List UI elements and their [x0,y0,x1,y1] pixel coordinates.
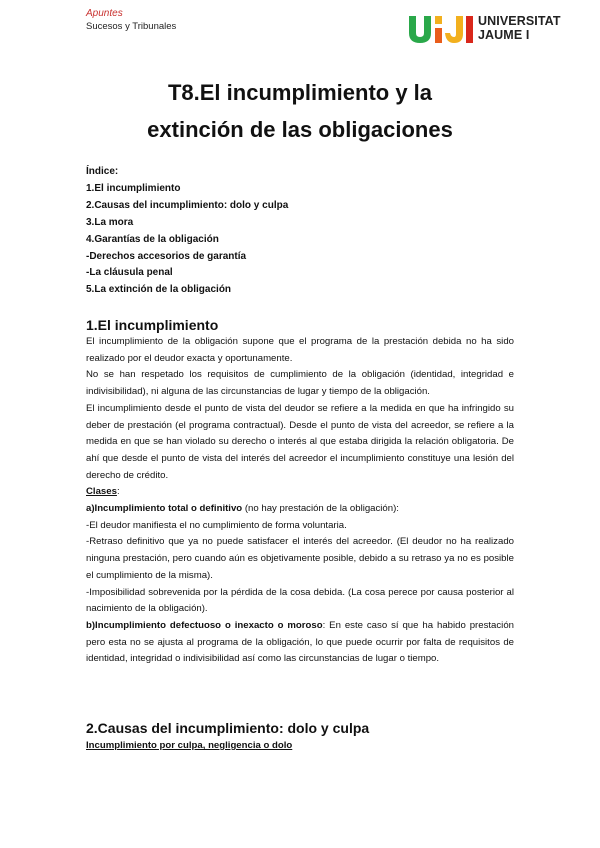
page-header [86,7,176,33]
class-a [86,501,514,518]
section1-body [86,334,514,668]
toc-item: 5.La extinción de la obligación [86,284,232,296]
logo-line1: UNIVERSITAT [478,14,561,28]
logo-line2: JAUME I [478,28,530,42]
class-a-rest: (no hay prestación de la obligación): [242,503,399,515]
bullet: -Retraso definitivo que ya no puede satisfacer el interés del acreedor. (El deudor no ha realizado ninguna prestación, pero cuando aún es objetivamente posible, debido a su retraso ya no es posible el cumplimiento de la misma). [86,536,514,581]
clases-label: Clases [86,486,117,498]
table-of-contents [86,164,288,299]
clases-line [86,484,514,501]
class-a-title: a)Incumplimiento total o definitivo [86,503,243,515]
toc-item: -Derechos accesorios de garantía [86,250,247,262]
university-logo [409,14,579,44]
toc-item: 4.Garantías de la obligación [86,233,219,245]
uji-logo-icon [409,14,473,44]
header-subject: Sucesos y Tribunales [86,21,177,32]
bullet: -Imposibilidad sobrevenida por la pérdida de la cosa debida. (La cosa perece por causa posterior al nacimiento de la obligación). [86,586,514,615]
title-line1: T8.El incumplimiento y la [167,80,433,105]
toc-item: 1.El incumplimiento [86,182,181,194]
section2-subheading: Incumplimiento por culpa, negligencia o dolo [86,740,293,751]
paragraph: El incumplimiento de la obligación supone que el programa de la prestación debida no ha sido realizado por el deudor exacta y oportunamente. [86,336,514,364]
paragraph: El incumplimiento desde el punto de vista del deudor se refiere a la medida en que ha infringido su deber de prestación (el programa contractual). Desde el punto de vista del acreedor, se refiere a la medida en que se han violado su derecho o interés al que estaba dirigida la relación obligatoria. De ahí que desde el punto de vista del interés del acreedor el incumplimiento constituye una lesión del derecho de crédito. [86,402,514,481]
class-b [86,618,514,668]
toc-heading: Índice: [86,166,119,177]
header-apuntes: Apuntes [86,8,123,19]
toc-item: 3.La mora [86,216,134,228]
section2-heading: 2.Causas del incumplimiento: dolo y culpa [86,720,370,736]
title-line2: extinción de las obligaciones [147,117,453,142]
paragraph: No se han respetado los requisitos de cumplimiento de la obligación (identidad, integridad e indivisibilidad), ni alguna de las circunstancias de lugar y tiempo de la obligación. [86,369,514,398]
document-title [60,74,540,148]
toc-item: -La cláusula penal [86,267,173,279]
logo-text [478,14,561,42]
bullet: -El deudor manifiesta el no cumplimiento de forma voluntaria. [86,519,347,531]
section1-heading: 1.El incumplimiento [86,317,219,333]
class-b-rest: : En este caso sí que ha habido prestación pero esta no se ajusta al programa de la obligación, lo que puede ocurrir por falta de requisitos de identidad, integridad o indivisibilidad así como las circunstancias de lugar o tiempo. [86,619,514,665]
clases-colon: : [116,486,120,498]
toc-item: 2.Causas del incumplimiento: dolo y culpa [86,199,289,211]
class-b-title: b)Incumplimiento defectuoso o inexacto o moroso [86,619,323,631]
